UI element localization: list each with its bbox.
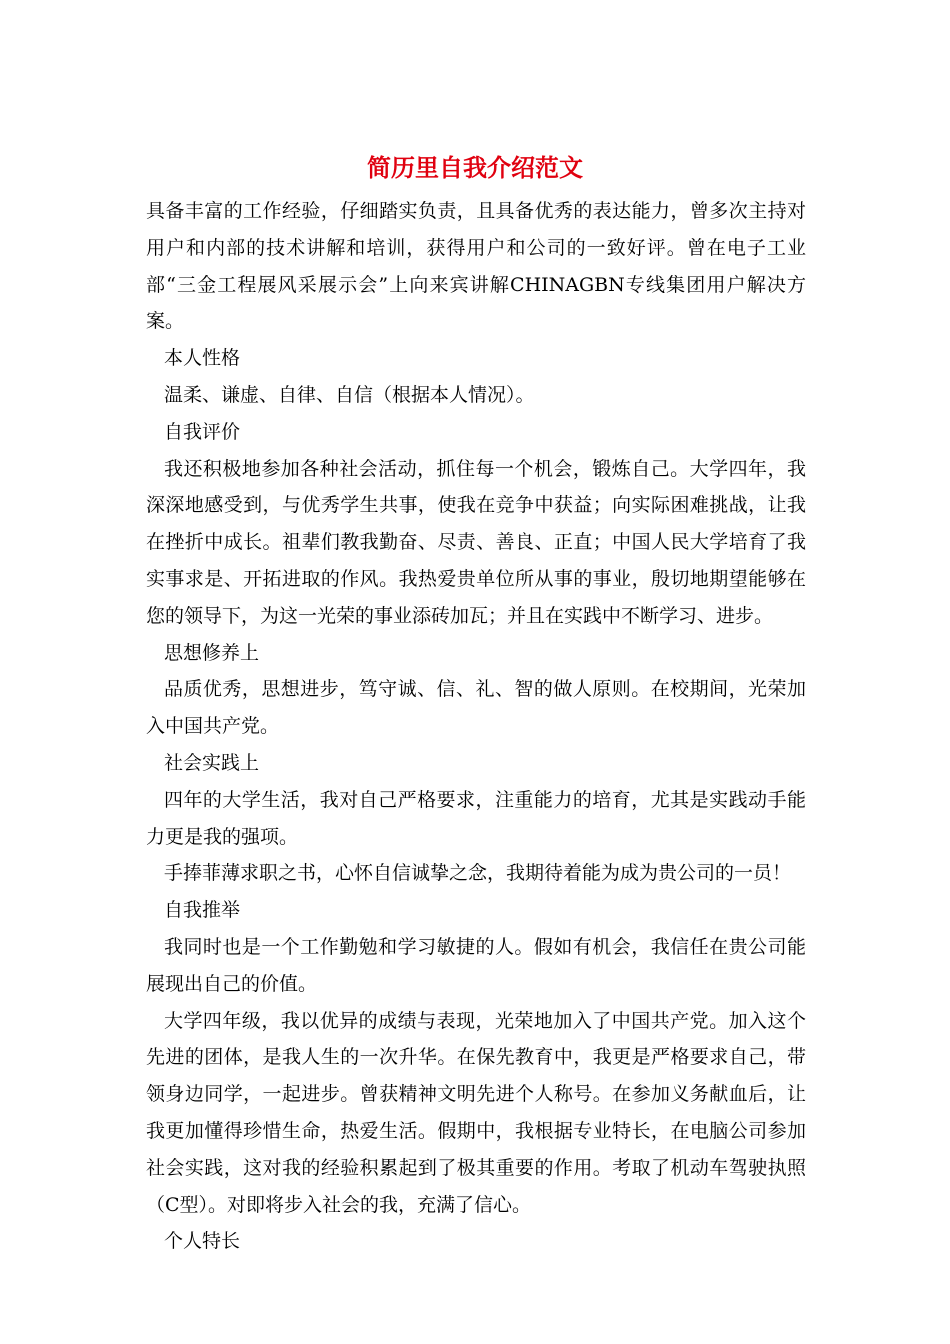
social-practice-paragraph: 四年的大学生活，我对自己严格要求，注重能力的培育，尤其是实践动手能力更是我的强项。 bbox=[146, 788, 806, 848]
page-title: 简历里自我介绍范文 bbox=[367, 153, 583, 182]
section-heading-personality: 本人性格 bbox=[164, 347, 241, 370]
ideology-paragraph: 品质优秀，思想进步，笃守诚、信、礼、智的做人原则。在校期间，光荣加入中国共产党。 bbox=[146, 678, 806, 738]
section-heading-social-practice: 社会实践上 bbox=[164, 751, 260, 774]
intro-paragraph: 具备丰富的工作经验，仔细踏实负责，且具备优秀的表达能力，曾多次主持对用户和内部的技术讲解和培训，获得用户和公司的一致好评。曾在电子工业部“三金工程展风采展示会”上向来宾讲解CHINAGBN专线集团用户解决方案。 bbox=[146, 200, 806, 333]
self-recommendation-paragraph: 我同时也是一个工作勤勉和学习敏捷的人。假如有机会，我信任在贵公司能展现出自己的价值。 bbox=[146, 935, 806, 995]
document-body bbox=[146, 193, 806, 1260]
personality-paragraph: 温柔、谦虚、自律、自信（根据本人情况）。 bbox=[164, 383, 535, 406]
closing-paragraph: 手捧菲薄求职之书，心怀自信诚挚之念，我期待着能为成为贵公司的一员！ bbox=[164, 862, 792, 885]
section-heading-self-evaluation: 自我评价 bbox=[164, 420, 241, 443]
self-evaluation-paragraph: 我还积极地参加各种社会活动，抓住每一个机会，锻炼自己。大学四年，我深深地感受到，与优秀学生共事，使我在竞争中获益；向实际困难挑战，让我在挫折中成长。祖辈们教我勤奋、尽责、善良、正直；中国人民大学培育了我实事求是、开拓进取的作风。我热爱贵单位所从事的事业，殷切地期望能够在您的领导下，为这一光荣的事业添砖加瓦；并且在实践中不断学习、进步。 bbox=[146, 457, 806, 627]
section-heading-personal-skills: 个人特长 bbox=[164, 1230, 241, 1253]
section-heading-self-recommendation: 自我推举 bbox=[164, 899, 241, 922]
section-heading-ideology: 思想修养上 bbox=[164, 641, 260, 664]
achievements-paragraph: 大学四年级，我以优异的成绩与表现，光荣地加入了中国共产党。加入这个先进的团体，是我人生的一次升华。在保先教育中，我更是严格要求自己，带领身边同学，一起进步。曾获精神文明先进个人称号。在参加义务献血后，让我更加懂得珍惜生命，热爱生活。假期中，我根据专业特长，在电脑公司参加社会实践，这对我的经验积累起到了极其重要的作用。考取了机动车驾驶执照（C型）。对即将步入社会的我，充满了信心。 bbox=[146, 1009, 806, 1216]
